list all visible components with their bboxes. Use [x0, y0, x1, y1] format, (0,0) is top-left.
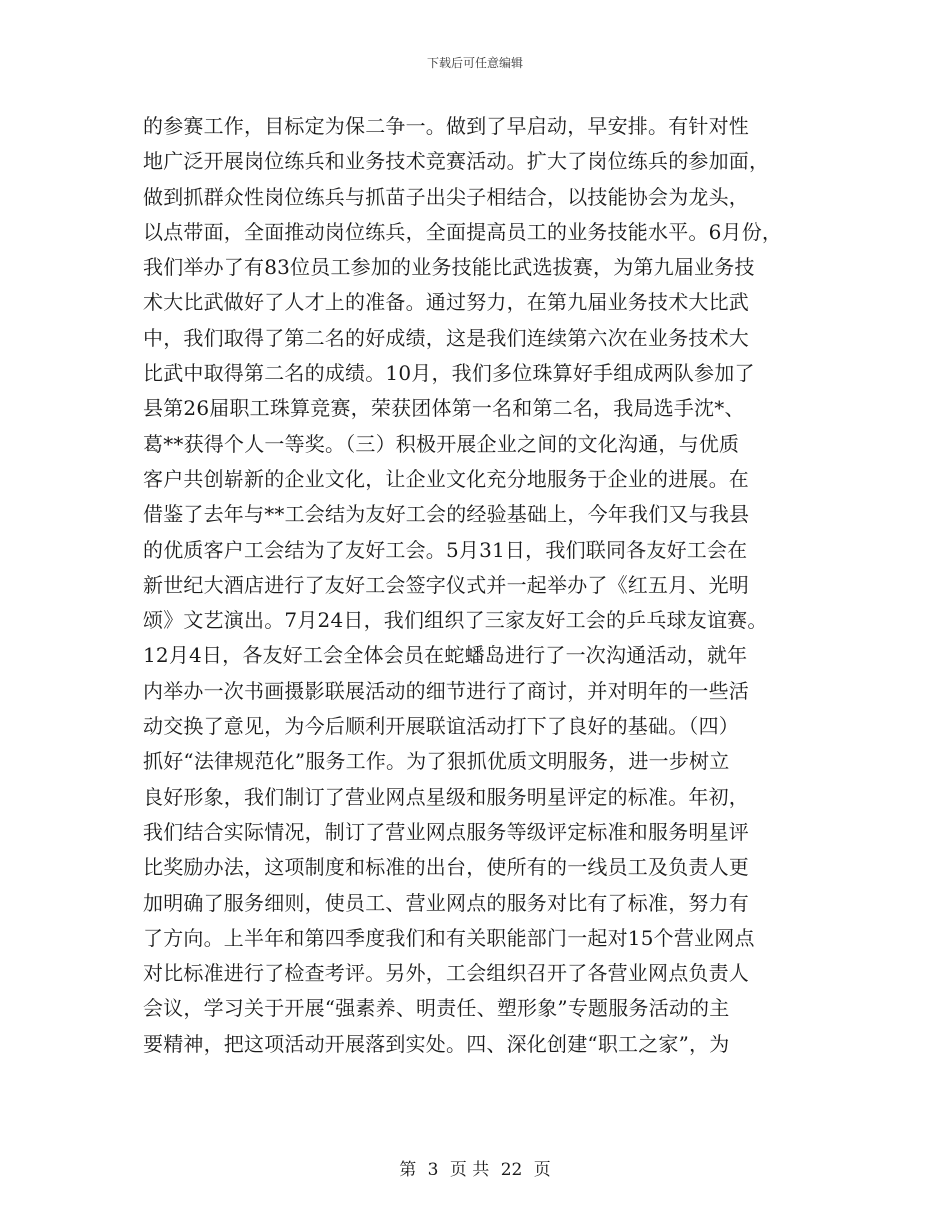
- text-line: 借鉴了去年与**工会结为友好工会的经验基础上，今年我们又与我县: [143, 502, 750, 527]
- text-line: 的参赛工作，目标定为保二争一。做到了早启动，早安排。有针对性: [143, 114, 749, 138]
- text-line: 中，我们取得了第二名的好成绩，这是我们连续第六次在业务技术大: [143, 325, 749, 350]
- text-line: 比武中取得第二名的成绩。10月，我们多位珠算好手组成两队参加了: [143, 361, 755, 386]
- footer-middle: 页 共: [449, 1160, 490, 1180]
- text-line: 术大比武做好了人才上的准备。通过努力，在第九届业务技术大比武: [143, 290, 749, 315]
- text-line: 地广泛开展岗位练兵和业务技术竞赛活动。扩大了岗位练兵的参加面，: [143, 149, 770, 174]
- text-line: 客户共创崭新的企业文化，让企业文化充分地服务于企业的进展。在: [143, 466, 749, 491]
- text-line: 县第26届职工珠算竞赛，荣获团体第一名和第二名，我局选手沈*、: [143, 396, 745, 421]
- text-line: 比奖励办法，这项制度和标准的出台，使所有的一线员工及负责人更: [143, 855, 749, 880]
- document-body: [143, 109, 823, 1062]
- text-line: 内举办一次书画摄影联展活动的细节进行了商讨，并对明年的一些活: [143, 678, 749, 703]
- text-line: 以点带面，全面推动岗位练兵，全面提高员工的业务技能水平。6月份，: [143, 219, 783, 244]
- total-pages-number: 22: [500, 1160, 523, 1180]
- text-line: 做到抓群众性岗位练兵与抓苗子出尖子相结合，以技能协会为龙头，: [143, 184, 749, 209]
- text-line: 了方向。上半年和第四季度我们和有关职能部门一起对15个营业网点: [143, 925, 755, 950]
- text-line: 要精神，把这项活动开展落到实处。四、深化创建“职工之家”，为: [143, 1031, 730, 1056]
- text-line: 颂》文艺演出。7月24日，我们组织了三家友好工会的乒乓球友谊赛。: [143, 608, 768, 633]
- text-line: 对比标准进行了检查考评。另外，工会组织召开了各营业网点负责人: [143, 961, 749, 986]
- text-line: 我们结合实际情况，制订了营业网点服务等级评定标准和服务明星评: [143, 819, 749, 844]
- footer-prefix: 第: [399, 1160, 417, 1180]
- text-line: 动交换了意见，为今后顺利开展联谊活动打下了良好的基础。（四）: [143, 714, 739, 739]
- text-line: 我们举办了有83位员工参加的业务技能比武选拔赛，为第九届业务技: [143, 255, 755, 280]
- text-line: 抓好“法律规范化”服务工作。为了狠抓优质文明服务，进一步树立: [143, 749, 730, 774]
- footer-suffix: 页: [533, 1160, 551, 1180]
- text-line: 的优质客户工会结为了友好工会。5月31日，我们联同各友好工会在: [143, 537, 748, 562]
- text-line: 会议，学习关于开展“强素养、明责任、塑形象”专题服务活动的主: [143, 996, 730, 1021]
- text-line: 良好形象，我们制订了营业网点星级和服务明星评定的标准。年初，: [143, 784, 749, 809]
- text-line: 12月4日，各友好工会全体会员在蛇蟠岛进行了一次沟通活动，就年: [143, 643, 748, 668]
- page-footer: [0, 1155, 950, 1180]
- header-note: 下载后可任意编辑: [426, 56, 523, 70]
- text-line: 加明确了服务细则，使员工、营业网点的服务对比有了标准，努力有: [143, 890, 749, 915]
- current-page-number: 3: [427, 1160, 439, 1180]
- text-line: 新世纪大酒店进行了友好工会签字仪式并一起举办了《红五月、光明: [143, 572, 749, 597]
- text-line: 葛**获得个人一等奖。（三）积极开展企业之间的文化沟通，与优质: [143, 431, 740, 456]
